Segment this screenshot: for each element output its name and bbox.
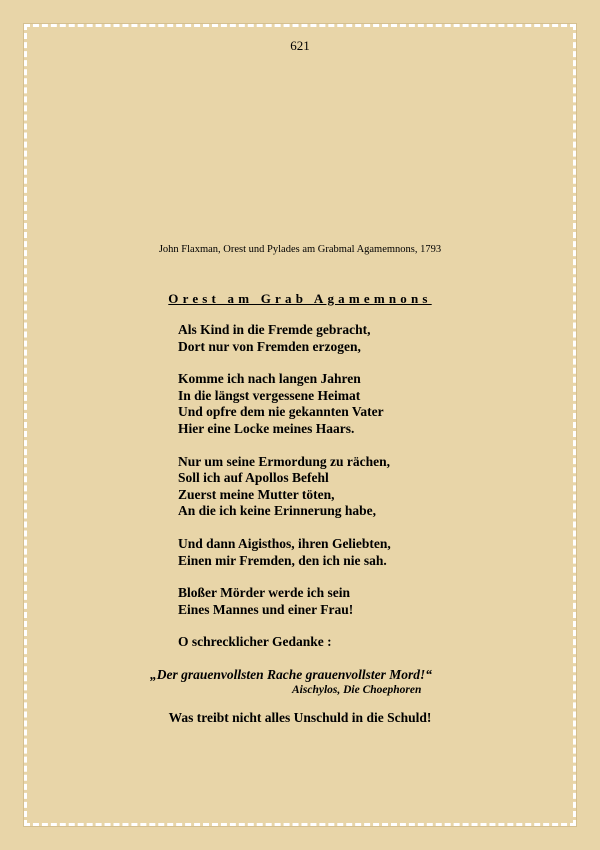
quote-source: Aischylos, Die Choephoren xyxy=(292,684,422,696)
image-caption: John Flaxman, Orest und Pylades am Grabmal Agamemnons, 1793 xyxy=(158,244,442,255)
poem-line: Als Kind in die Fremde gebracht, xyxy=(178,322,371,337)
poem-line: Eines Mannes und einer Frau! xyxy=(178,601,354,617)
stanza xyxy=(178,371,558,437)
stanza xyxy=(178,585,558,618)
poem-line: Einen mir Fremden, den ich nie sah. xyxy=(178,552,387,568)
poem-line: Zuerst meine Mutter töten, xyxy=(178,486,335,502)
quote: „Der grauenvollsten Rache grauenvollster Mord!“ xyxy=(150,667,433,682)
poem-body xyxy=(178,322,558,667)
poem-line: An die ich keine Erinnerung habe, xyxy=(178,503,377,519)
poem-title: Orest am Grab Agamemnons xyxy=(168,291,432,306)
closing-line: Was treibt nicht alles Unschuld in die Schuld! xyxy=(168,710,432,725)
stanza xyxy=(178,454,558,520)
poem-line: Und opfre dem nie gekannten Vater xyxy=(178,404,384,420)
stanza xyxy=(178,536,558,569)
poem-line: Nur um seine Ermordung zu rächen, xyxy=(178,453,391,469)
poem-line: Komme ich nach langen Jahren xyxy=(178,371,361,387)
poem-line: Soll ich auf Apollos Befehl xyxy=(178,470,329,486)
poem-line: In die längst vergessene Heimat xyxy=(178,387,361,403)
poem-line: Und dann Aigisthos, ihren Geliebten, xyxy=(178,535,391,551)
poem-line: Hier eine Locke meines Haars. xyxy=(178,420,355,436)
poem-line: Dort nur von Fremden erzogen, xyxy=(178,338,361,354)
poem-line: O schrecklicher Gedanke : xyxy=(178,634,332,650)
stanza xyxy=(178,634,558,651)
stanza xyxy=(178,322,558,355)
poem-line: Bloßer Mörder werde ich sein xyxy=(178,585,350,601)
page-number: 621 xyxy=(290,38,310,53)
